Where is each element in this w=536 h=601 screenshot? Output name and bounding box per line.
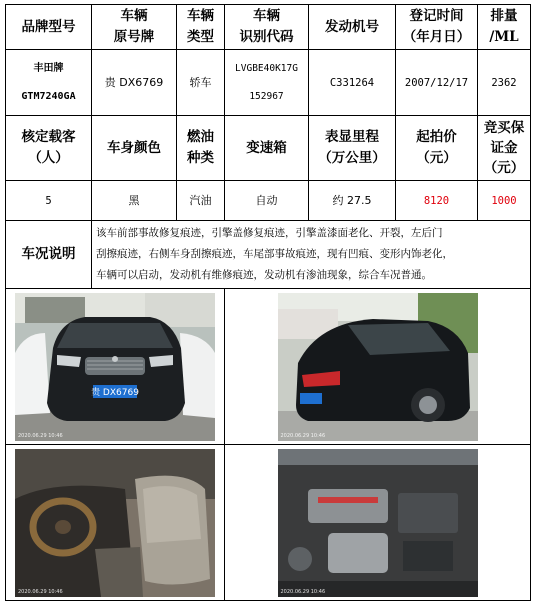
header-registration-date: 登记时间 （年月日） bbox=[396, 5, 478, 50]
gearbox-value: 自动 bbox=[225, 181, 309, 221]
header-vin: 车辆 识别代码 bbox=[225, 5, 309, 50]
header-row-2 bbox=[6, 116, 531, 181]
car-front-photo bbox=[15, 293, 215, 441]
car-interior-image bbox=[15, 449, 215, 597]
car-front-image bbox=[15, 293, 215, 441]
car-engine-image bbox=[278, 449, 478, 597]
header-seats: 核定载客 （人） bbox=[6, 116, 92, 181]
header-brand-model: 品牌型号 bbox=[6, 5, 92, 50]
car-engine-photo bbox=[278, 449, 478, 597]
car-interior-photo bbox=[15, 449, 215, 597]
vehicle-info-sheet bbox=[5, 4, 530, 597]
header-vehicle-type: 车辆 类型 bbox=[177, 5, 225, 50]
fuel-type-value: 汽油 bbox=[177, 181, 225, 221]
registration-date-value: 2007/12/17 bbox=[396, 50, 478, 116]
condition-row bbox=[6, 221, 531, 289]
header-row-1 bbox=[6, 5, 531, 50]
vehicle-info-table bbox=[5, 4, 531, 601]
photo-timestamp: 2020.06.29 10:46 bbox=[18, 432, 63, 439]
photo-cell-interior bbox=[6, 445, 225, 601]
values-row-2 bbox=[6, 181, 531, 221]
front-plate-text: 贵 DX6769 bbox=[91, 387, 139, 398]
header-displacement: 排量 /ML bbox=[478, 5, 531, 50]
photo-timestamp-engine: 2020.06.29 10:46 bbox=[280, 588, 326, 595]
photo-cell-front bbox=[6, 289, 225, 445]
photo-row-1 bbox=[6, 289, 531, 445]
header-gearbox: 变速箱 bbox=[225, 116, 309, 181]
displacement-value: 2362 bbox=[478, 50, 531, 116]
start-price-value: 8120 bbox=[396, 181, 478, 221]
photo-row-2 bbox=[6, 445, 531, 601]
brand-model-value: 丰田牌 GTM7240GA bbox=[6, 50, 92, 116]
photo-timestamp-rear: 2020.06.29 10:46 bbox=[280, 432, 326, 439]
photo-cell-rear bbox=[225, 289, 531, 445]
header-deposit: 竞买保 证金 （元） bbox=[478, 116, 531, 181]
condition-label: 车况说明 bbox=[6, 221, 92, 289]
header-body-color: 车身颜色 bbox=[92, 116, 177, 181]
deposit-value: 1000 bbox=[478, 181, 531, 221]
car-rear-image bbox=[278, 293, 478, 441]
seats-value: 5 bbox=[6, 181, 92, 221]
header-original-plate: 车辆 原号牌 bbox=[92, 5, 177, 50]
engine-number-value: C331264 bbox=[309, 50, 396, 116]
header-start-price: 起拍价 （元） bbox=[396, 116, 478, 181]
photo-timestamp-interior: 2020.06.29 10:46 bbox=[18, 588, 63, 595]
body-color-value: 黑 bbox=[92, 181, 177, 221]
header-mileage: 表显里程 （万公里） bbox=[309, 116, 396, 181]
photo-cell-engine bbox=[225, 445, 531, 601]
header-engine-number: 发动机号 bbox=[309, 5, 396, 50]
header-fuel-type: 燃油 种类 bbox=[177, 116, 225, 181]
mileage-value: 约 27.5 bbox=[309, 181, 396, 221]
original-plate-value: 贵 DX6769 bbox=[92, 50, 177, 116]
vin-value: LVGBE40K17G 152967 bbox=[225, 50, 309, 116]
values-row-1 bbox=[6, 50, 531, 116]
condition-description: 该车前部事故修复痕迹，引擎盖修复痕迹，引擎盖漆面老化、开裂，左后门 刮擦痕迹，右侧车身刮擦痕迹，车尾部事故痕迹，现有凹痕、变形内饰老化， 车辆可以启动，发动机有维修痕迹，发动机有渗油现象，综合车况普通。 bbox=[92, 221, 531, 289]
car-rear-photo bbox=[278, 293, 478, 441]
vehicle-type-value: 轿车 bbox=[177, 50, 225, 116]
